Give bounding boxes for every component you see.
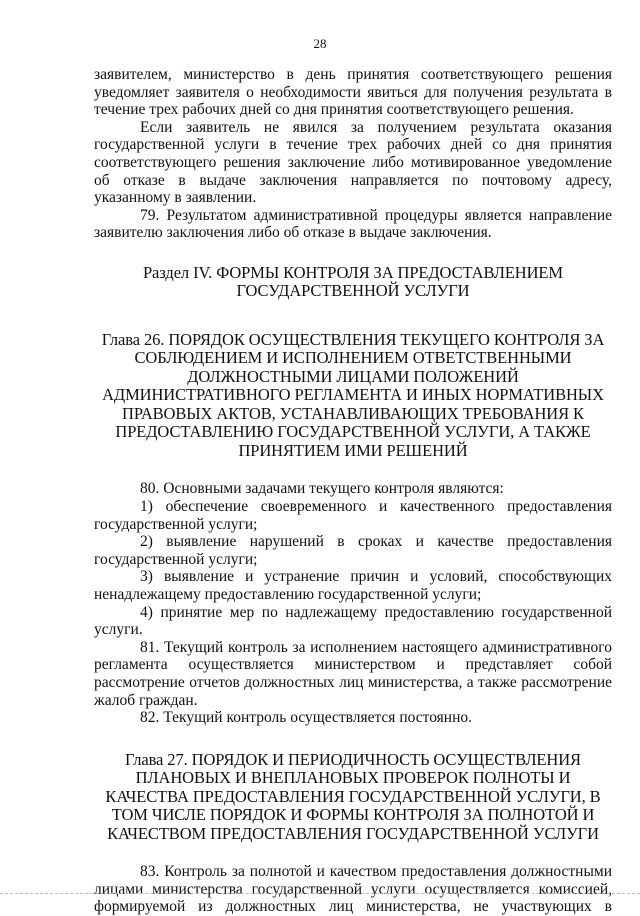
chapter-27-heading: Глава 27. ПОРЯДОК И ПЕРИОДИЧНОСТЬ ОСУЩЕСТВЛЕНИЯ ПЛАНОВЫХ И ВНЕПЛАНОВЫХ ПРОВЕРОК ПОЛНОТЫ И КАЧЕСТВА ПРЕДОСТАВЛЕНИЯ ГОСУДАРСТВЕННОЙ УСЛУГИ, В ТОМ ЧИСЛЕ ПОРЯДОК И ФОРМЫ КОНТРОЛЯ ЗА ПОЛНОТОЙ И КАЧЕСТВОМ ПРЕДОСТАВЛЕНИЯ ГОСУДАРСТВЕННОЙ УСЛУГИ xyxy=(105,749,601,843)
paragraph: заявителем, министерство в день принятия соответствующего решения уведомляет заявителя о необходимости явиться для получения результата в течение трех рабочих дней со дня принятия соответствующего решения. xyxy=(94,66,612,119)
list-item: 3) выявление и устранение причин и условий, способствующих ненадлежащему предоставлению государственной услуги; xyxy=(94,568,612,603)
paragraph: 79. Результатом административной процедуры является направление заявителю заключения либо об отказе в выдаче заключения. xyxy=(94,206,612,242)
paragraph: 82. Текущий контроль осуществляется постоянно. xyxy=(140,709,472,727)
chapter-26-body xyxy=(94,480,612,726)
list-item: 4) принятие мер по надлежащему предоставлению государственной услуги. xyxy=(94,603,612,639)
section-heading: Раздел IV. ФОРМЫ КОНТРОЛЯ ЗА ПРЕДОСТАВЛЕНИЕМ ГОСУДАРСТВЕННОЙ УСЛУГИ xyxy=(142,262,563,301)
document-body xyxy=(94,66,612,916)
page-number: 28 xyxy=(313,36,327,51)
list-item: 2) выявление нарушений в сроках и качестве предоставления государственной услуги; xyxy=(94,533,612,568)
paragraph: Если заявитель не явился за получением результата оказания государственной услуги в течение трех рабочих дней со дня принятия соответствующего решения заключение либо мотивированное уведомление об отказе в выдаче заключения направляется по почтовому адресу, указанному в заявлении. xyxy=(94,118,612,207)
paragraph: 80. Основными задачами текущего контроля являются: xyxy=(140,480,504,498)
paragraph: 83. Контроль за полнотой и качеством предоставления должностными лицами министерства государственной услуги осуществляется комиссией, формируемой из должностных лиц министерства, не участвующих в xyxy=(94,863,612,916)
list-item: 1) обеспечение своевременного и качественного предоставления государственной услуги; xyxy=(94,498,612,533)
paragraph: 81. Текущий контроль за исполнением настоящего административного регламента осуществляется министерством и представляет собой рассмотрение отчетов должностных лиц министерства, а также рассмотрение жалоб граждан. xyxy=(94,638,612,709)
chapter-26-heading: Глава 26. ПОРЯДОК ОСУЩЕСТВЛЕНИЯ ТЕКУЩЕГО КОНТРОЛЯ ЗА СОБЛЮДЕНИЕМ И ИСПОЛНЕНИЕМ ОТВЕТСТВЕННЫМИ ДОЛЖНОСТНЫМИ ЛИЦАМИ ПОЛОЖЕНИЙ АДМИНИСТРАТИВНОГО РЕГЛАМЕНТА И ИНЫХ НОРМАТИВНЫХ ПРАВОВЫХ АКТОВ, УСТАНАВЛИВАЮЩИХ ТРЕБОВАНИЯ К ПРЕДОСТАВЛЕНИЮ ГОСУДАРСТВЕННОЙ УСЛУГИ, А ТАКЖЕ ПРИНЯТИЕМ ИМИ РЕШЕНИЙ xyxy=(101,329,605,460)
page-bottom-edge xyxy=(0,893,640,894)
chapter-27-body xyxy=(94,863,612,916)
